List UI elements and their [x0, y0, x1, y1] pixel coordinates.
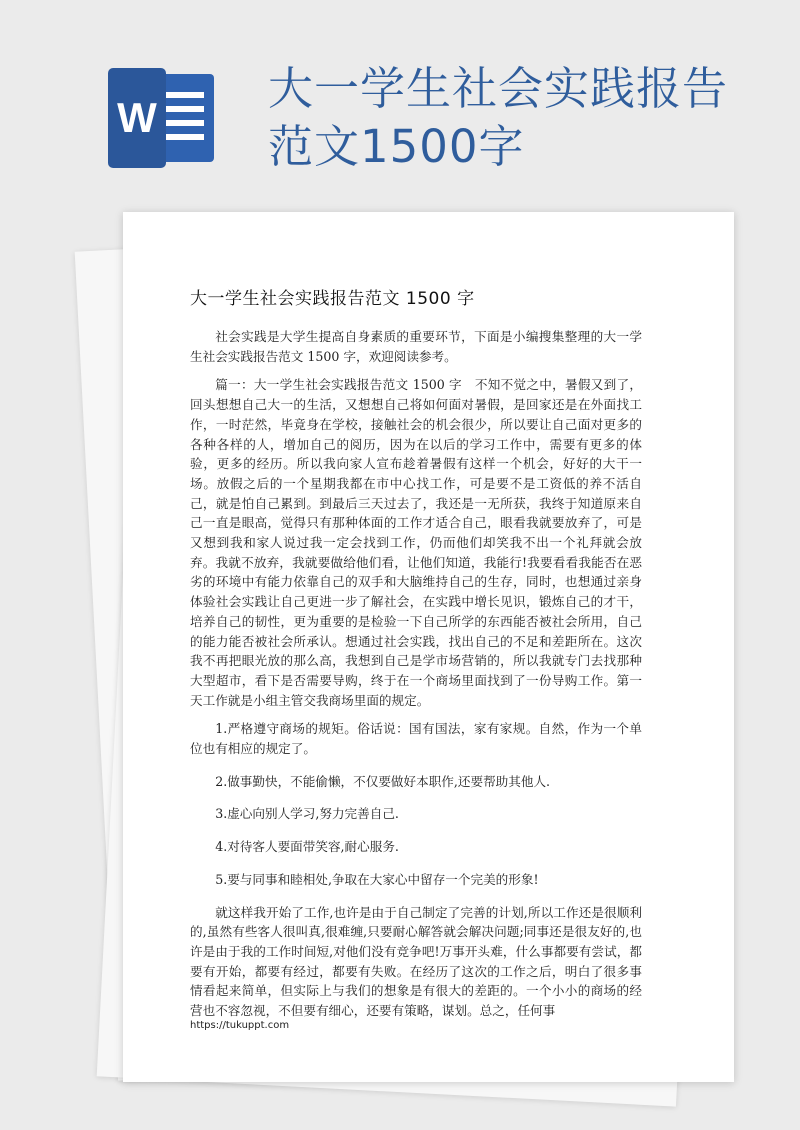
document-title: 大一学生社会实践报告范文 1500 字	[190, 289, 475, 309]
document-body	[190, 327, 642, 1030]
word-logo-letter: W	[117, 94, 157, 141]
paragraph-part-one: 篇一：大一学生社会实践报告范文 1500 字 不知不觉之中，暑假又到了，回头想想自己大一的生活，又想想自己将如何面对暑假，是回家还是在外面找工作，一时茫然，毕竟身在学校，接触社会的机会很少，所以要让自己面对更多的各种各样的人，增加自己的阅历，因为在以后的学习工作中，需要有更多的体验，更多的经历。所以我向家人宣布趁着暑假有这样一个机会，好好的大干一场。放假之后的一个星期我都在市中心找工作，可是要不是工资低的养不活自己，就是怕自己累到。到最后三天过去了，我还是一无所获，我终于知道原来自己一直是眼高，觉得只有那种体面的工作才适合自己，眼看我就要放弃了，可是又想到我和家人说过我一定会找到工作，仍而他们却笑我不出一个礼拜就会放弃。我就不放弃，我就要做给他们看，让他们知道，我能行!我要看看我能否在恶劣的环境中有能力依靠自己的双手和大脑维持自己的生存，同时，也想通过亲身体验社会实践让自己更进一步了解社会，在实践中增长见识，锻炼自己的才干，培养自己的韧性，更为重要的是检验一下自己所学的东西能否被社会所用，自己的能力能否被社会所承认。想通过社会实践，找出自己的不足和差距所在。这次我不再把眼光放的那么高，我想到自己是学市场营销的，所以我就专门去找那种大型超市，看下是否需要导购，终于在一个商场里面找到了一份导购工作。第一天工作就是小组主管交我商场里面的规定。	[190, 377, 642, 708]
rule-item-4: 4.对待客人要面带笑容,耐心服务.	[215, 839, 399, 855]
banner-title-line-2: 范文1500字	[268, 120, 525, 173]
footer-url: https://tukuppt.com	[190, 1020, 290, 1031]
rule-item-1: 1.严格遵守商场的规矩。俗话说：国有国法，家有家规。自然，作为一个单位也有相应的规定了。	[190, 721, 642, 757]
paragraph-work-experience: 就这样我开始了工作,也许是由于自己制定了完善的计划,所以工作还是很顺利的,虽然有些客人很叫真,很难缠,只要耐心解答就会解决问题;同事还是很友好的,也许是由于我的工作时间短,对他们没有竞争吧!万事开头难，什么事都要有尝试，都要有开始，都要有经过，都要有失败。在经历了这次的工作之后，明白了很多事情看起来简单，但实际上与我们的想象是有很大的差距的。一个小小的商场的经营也不容忽视，不但要有细心，还要有策略，谋划。总之，任何事	[190, 904, 642, 1019]
banner-title	[268, 60, 768, 176]
word-document-icon	[108, 68, 220, 168]
rule-item-3: 3.虚心向别人学习,努力完善自己.	[215, 806, 399, 822]
banner-title-line-1: 大一学生社会实践报告	[268, 62, 729, 115]
rule-item-5: 5.要与同事和睦相处,争取在大家心中留存一个完美的形象!	[215, 871, 539, 887]
paragraph-intro: 社会实践是大学生提高自身素质的重要环节，下面是小编搜集整理的大一学生社会实践报告范文 1500 字，欢迎阅读参考。	[190, 329, 642, 364]
banner	[0, 0, 800, 210]
document-page	[123, 212, 734, 1082]
rule-item-2: 2.做事勤快，不能偷懒，不仅要做好本职作,还要帮助其他人.	[215, 773, 551, 789]
